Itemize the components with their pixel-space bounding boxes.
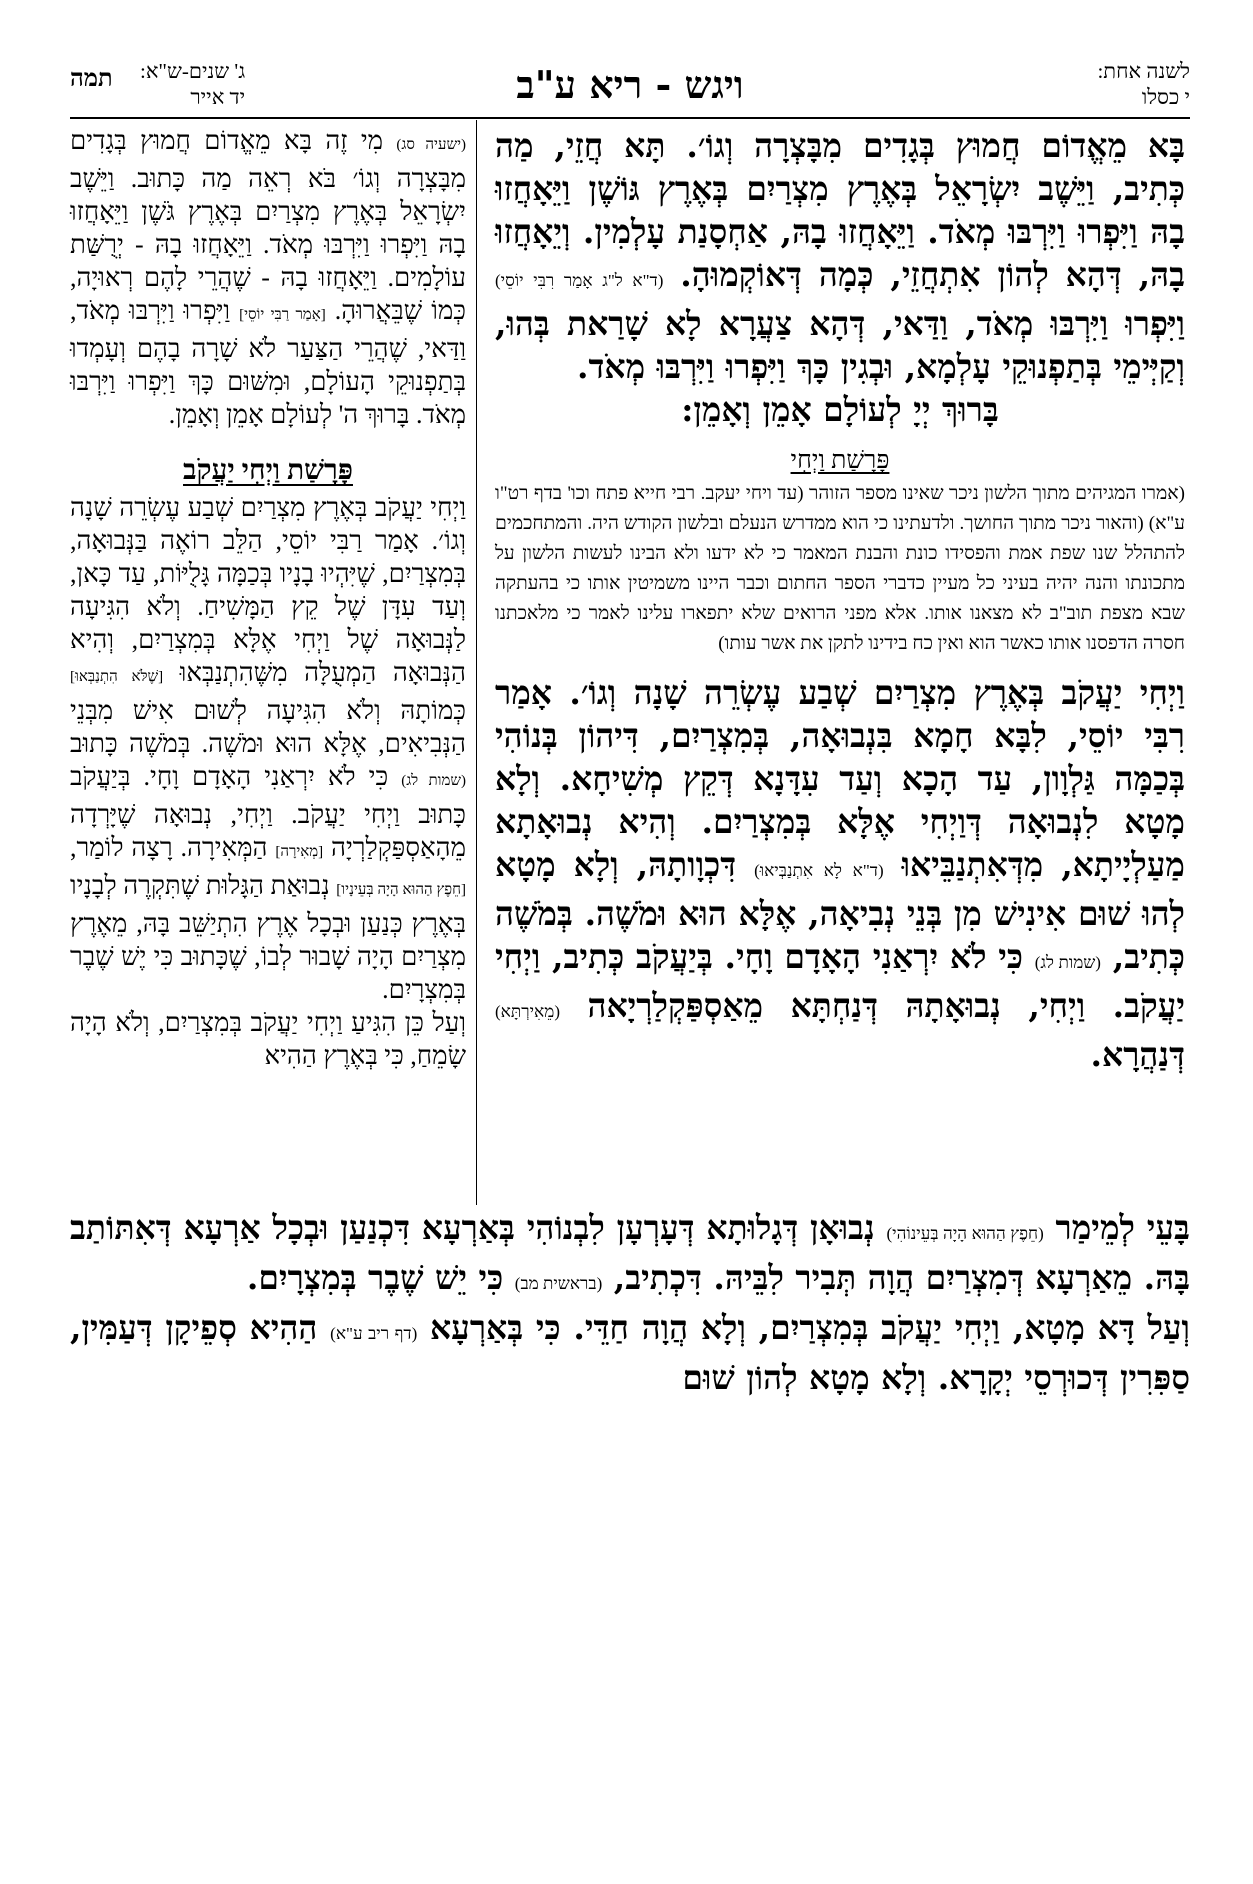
header-divider (70, 117, 1190, 119)
full-p2-text-b: הַהִיא סְפֵיקָן דְּעַמִּין, סַפִּרִין דְּכוּרְסֵי יְקָרָא. וְלָא מָטָא לְהוֹן שׁוּם (70, 1308, 1190, 1397)
side-p2-text-e: נְבוּאַת הַגָּלוּת שֶׁתִּקְרֶה לְבָנָיו בְּאֶרֶץ כְּנַעַן וּבְכָל אֶרֶץ הִתְיַשֵּׁב בָּהּ, מֵאֶרֶץ מִצְרַיִם הָיָה שָׁבוּר לְבוֹ, שֶׁכָּתוּב כִּי יֶשׁ שֶׁבֶר בְּמִצְרָיִם. (70, 871, 466, 1004)
main-p2-citation-1: (ד"א לָא אִתְנַבְּיאוּ) (754, 861, 884, 880)
side-p2-text-d: הַמְּאִירָה. רָצָה לוֹמַר, (70, 833, 268, 862)
main-blessing: בָּרוּךְ יְיָ לְעוֹלָם אָמֵן וְאָמֵן: (681, 390, 999, 429)
main-p2-text-c: כִּי לֹא יִרְאַנִי הָאָדָם וָחָי. בְּיַעֲקֹב כְּתִיב, וַיְחִי יַעֲקֹב. וַיְחִי, נְבוּאָתָהּ דְּנַחְתָּא מֵאַסְפַּקְלַרְיָאה (495, 937, 1185, 1025)
header-left-line2: יד אייר (190, 85, 246, 109)
side-p1-citation-2: [אָמַר רַבִּי יוֹסֵי] (239, 307, 326, 323)
full-p2-text-a: וְעַל דָּא מָטָא, וַיְחִי יַעֲקֹב בְּמִצְרַיִם, וְלָא הֲוָה חַדֵּי. כִּי בְּאַרְעָא (429, 1308, 1191, 1347)
main-p2-citation-2: (שמות לג) (1034, 953, 1101, 972)
side-p2-citation-3: [מְאִירָה] (275, 844, 324, 860)
full-p1-text-c: כִּי יֵשׁ שֶׁבֶר בְּמִצְרָיִם. (246, 1258, 504, 1297)
side-p2-text-a: וַיְחִי יַעֲקֹב בְּאֶרֶץ מִצְרַיִם שְׁבַע עֶשְׂרֵה שָׁנָה וְגוֹ׳. אָמַר רַבִּי יוֹסֵי, הַלֵּב רוֹאֶה בַּנְּבוּאָה, בְּמִצְרַיִם, שֶׁיִּהְיוּ בָנָיו בְּכַמָּה גָּלֻיּוֹת, עַד כָּאן, וְעַד עִדָּן שֶׁל קֵץ הַמָּשִׁיחַ. וְלֹא הִגִּיעָה לַנְּבוּאָה שֶׁל וַיְחִי אֶלָּא בְּמִצְרַיִם, וְהִיא הַנְּבוּאָה הַמְעֻלָּה מִשֶּׁהִתְנַבְּאוּ (70, 493, 466, 687)
side-p1-text-c: וַיִּפְרוּ וַיִּרְבּוּ מְאֹד, וַדַּאי, שֶׁהֲרֵי הַצַּעַר לֹא שָׁרָה בָהֶם וְעָמְדוּ בְּתַפְנוּקֵי הָעוֹלָם, וּמִשּׁוּם כָּךְ וַיִּפְרוּ וַיִּרְבּוּ מְאֹד. בָּרוּךְ ה' לְעוֹלָם אָמֵן וְאָמֵן. (70, 296, 466, 429)
main-column (495, 124, 1185, 1076)
full-p1-citation-2: (בראשית מב) (514, 1274, 603, 1293)
main-p2-text-a: וַיְחִי יַעֲקֹב בְּאֶרֶץ מִצְרַיִם שְׁבַע עֶשְׂרֵה שָׁנָה וְגוֹ׳. אָמַר רִבִּי יוֹסֵי, לִבָּא חָמָא בִּנְבוּאָה, בְּמִצְרַיִם, דִּיהוֹן בְּנוֹהִי בְּכַמָּה גַּלְוָון, עַד הָכָא וְעַד עִדָּנָא דְּקֵץ מְשִׁיחָא. וְלָא מָטָא לִנְבוּאָה דְּוַיְחִי אֶלָּא בְּמִצְרַיִם. וְהִיא נְבוּאָתָא מַעַלְיָיתָא, מִדְּאִתְנַבֵּיאוּ (495, 673, 1185, 884)
main-p2-citation-3: (מֵאִירְתָּא) (495, 1002, 560, 1021)
side-paragraph-2 (70, 491, 466, 1006)
main-p2-text-b: דִּכְוָותָהּ, וְלָא מָטָא לְהוּ שׁוּם אִינִישׁ מִן בְּנֵי נְבִיאָה, אֶלָּא הוּא וּמֹשֶׁה. בְּמֹשֶׁה כְּתִיב, (495, 845, 1186, 976)
main-p1-text-b: וַיִּפְרוּ וַיִּרְבּוּ מְאֹד, וַדַּאי, דְּהָא צַעֲרָא לָא שָׁרַאת בְּהוּ, וְקַיְּימֵי בְּתַפְנוּקֵי עָלְמָא, וּבְגִין כָּךְ וַיִּפְרוּ וַיִּרְבּוּ מְאֹד. (495, 304, 1185, 386)
side-p2-citation-2: (שמות לג) (401, 773, 466, 789)
side-p1-text-a: מִי זֶה בָּא מֵאֱדוֹם חֲמוּץ בְּגָדִים מִבָּצְרָה וְגוֹ׳ (70, 126, 467, 193)
translation-column (70, 124, 466, 1072)
side-p1-text-b: בֹּא רְאֵה מַה כָּתוּב. וַיֵּשֶׁב יִשְׂרָאֵל בְּאֶרֶץ מִצְרַיִם בְּאֶרֶץ גֹּשֶׁן וַיֵּאָחֲזוּ בָהּ וַיִּפְרוּ וַיִּרְבּוּ מְאֹד. וַיֵּאָחֲזוּ בָהּ - יְרֻשַּׁת עוֹלָמִים. וַיֵּאָחֲזוּ בָהּ - שֶׁהֲרֵי לָהֶם רְאוּיָה, כְּמוֹ שֶׁבֵּאֲרוּהָ. (70, 164, 466, 325)
full-p1-text-a: בָּעֵי לְמֵימַר (1055, 1208, 1190, 1247)
page-number: תמה (70, 66, 113, 92)
side-p2-text-c: כִּי לֹא יִרְאַנִי הָאָדָם וָחָי. בְּיַעֲקֹב כָּתוּב וַיְחִי יַעֲקֹב. וַיְחִי, נְבוּאָה שֶׁיָּרְדָה מֵהָאַסְפַּקְלַרְיָה (70, 762, 466, 862)
main-p2-text-d: דְּנַהֲרָא. (1090, 1035, 1185, 1074)
full-paragraph-1 (70, 1206, 1190, 1306)
main-p1-text-a: בָּא מֵאֱדוֹם חֲמוּץ בְּגָדִים מִבָּצְרָה וְגוֹ׳. תָּא חֲזֵי, מַה כְּתִיב, וַיֵּשֶׁב יִשְׂרָאֵל בְּאֶרֶץ מִצְרַיִם בְּאֶרֶץ גּוֹשֶׁן וַיֵּאָחֲזוּ בָהּ וַיִּפְרוּ וַיִּרְבּוּ מְאֹד. וַיֵּאָחֲזוּ בָהּ, אַחְסָנַת עָלְמִין. וְיֵאָחֲזוּ בָהּ, דְּהָא לְהוֹן אִתְחֲזֵי, כְּמָה דְּאוֹקְמוּהָ. (495, 126, 1185, 294)
full-p1-citation: (חֵפֶץ הַהוּא הָיָה בְּעֵינוֹהִי) (886, 1224, 1044, 1243)
side-p2-citation-1: [שֶׁלֹּא הִתְנַבְּאוּ] (70, 669, 164, 685)
full-paragraph-2 (70, 1306, 1190, 1400)
main-parsha-heading: פָּרָשַׁת וַיְחִי (790, 447, 890, 474)
main-paragraph-2 (495, 671, 1185, 1076)
full-p1-text-b: נְבוּאָן דְּגָלוּתָא דְּעָרְעָן לִבְנוֹהִי בְּאַרְעָא דִּכְנַעַן וּבְכָל אַרְעָא דְּאִתּוֹתַב בָּהּ. מֵאַרְעָא דְּמִצְרַיִם הֲוָה תְּבִיר לִבֵּיהּ. דִּכְתִיב, (70, 1208, 1190, 1297)
page-title: ויגש - ריא ע"ב (516, 62, 744, 107)
side-parsha-heading: פָּרָשַׁת וַיְחִי יַעֲקֹב (183, 455, 353, 486)
editor-note: (אמרו המגיהים מתוך הלשון ניכר שאינו מספר הזוהר (עד ויחי יעקב. רבי חייא פתח וכו' בדף רט"ו ע"א) (והאור ניכר מתוך החושך. ולדעתינו כי הוא ממדרש הנעלם ובלשון הקודש היה. והמתחכמים להתהלל שנו שפת אמת והפסידו כונת והבנת המאמר כי לא ידעו ולא הבינו לעשות הלשון על מתכונתו והנה יהיה בעיני כל מעיין כדברי הספר החתום וכבר היינו משמיטין אותו כי בהעתקה שבא מצפת תוב"ב לא מצאנו אותו. אלא מפני הרואים שלא יתפארו עלינו לאמר כי מלאכתנו חסרה הדפסנו אותו כאשר הוא ואין כח בידינו לתקן את אשר עותו) (495, 483, 1185, 654)
header-left-info (140, 58, 245, 110)
header-right-line2: י כסלו (1141, 85, 1190, 109)
main-p1-citation: (ד"א ל"ג אָמַר רִבִּי יוֹסֵי) (495, 271, 664, 290)
side-paragraph-1 (70, 124, 466, 431)
side-p2-citation-4: [חֵפֶץ הַהוּא הָיָה בְּעֵינָיו] (336, 882, 467, 898)
side-p1-citation: (ישעיה סג) (396, 137, 467, 153)
side-p2-text-b: כְּמוֹתָהּ וְלֹא הִגִּיעָה לְשׁוּם אִישׁ מִבְּנֵי הַנְּבִיאִים, אֶלָּא הוּא וּמֹשֶׁה. בְּמֹשֶׁה כָּתוּב (70, 696, 466, 758)
main-paragraph-1 (495, 124, 1185, 388)
full-p2-citation: (דף ריב ע"א) (330, 1324, 418, 1343)
full-width-section (70, 1206, 1190, 1400)
page-header (70, 40, 1190, 120)
header-right-line1: לשנה אחת: (1097, 59, 1190, 83)
side-paragraph-3: וְעַל כֵּן הִגִּיעַ וַיְחִי יַעֲקֹב בְּמִצְרַיִם, וְלֹא הָיָה שָׂמֵחַ, כִּי בְּאֶרֶץ הַהִיא (70, 1008, 466, 1070)
header-left-line1: ג' שנים-ש"א: (140, 59, 246, 83)
column-divider (476, 120, 477, 1205)
